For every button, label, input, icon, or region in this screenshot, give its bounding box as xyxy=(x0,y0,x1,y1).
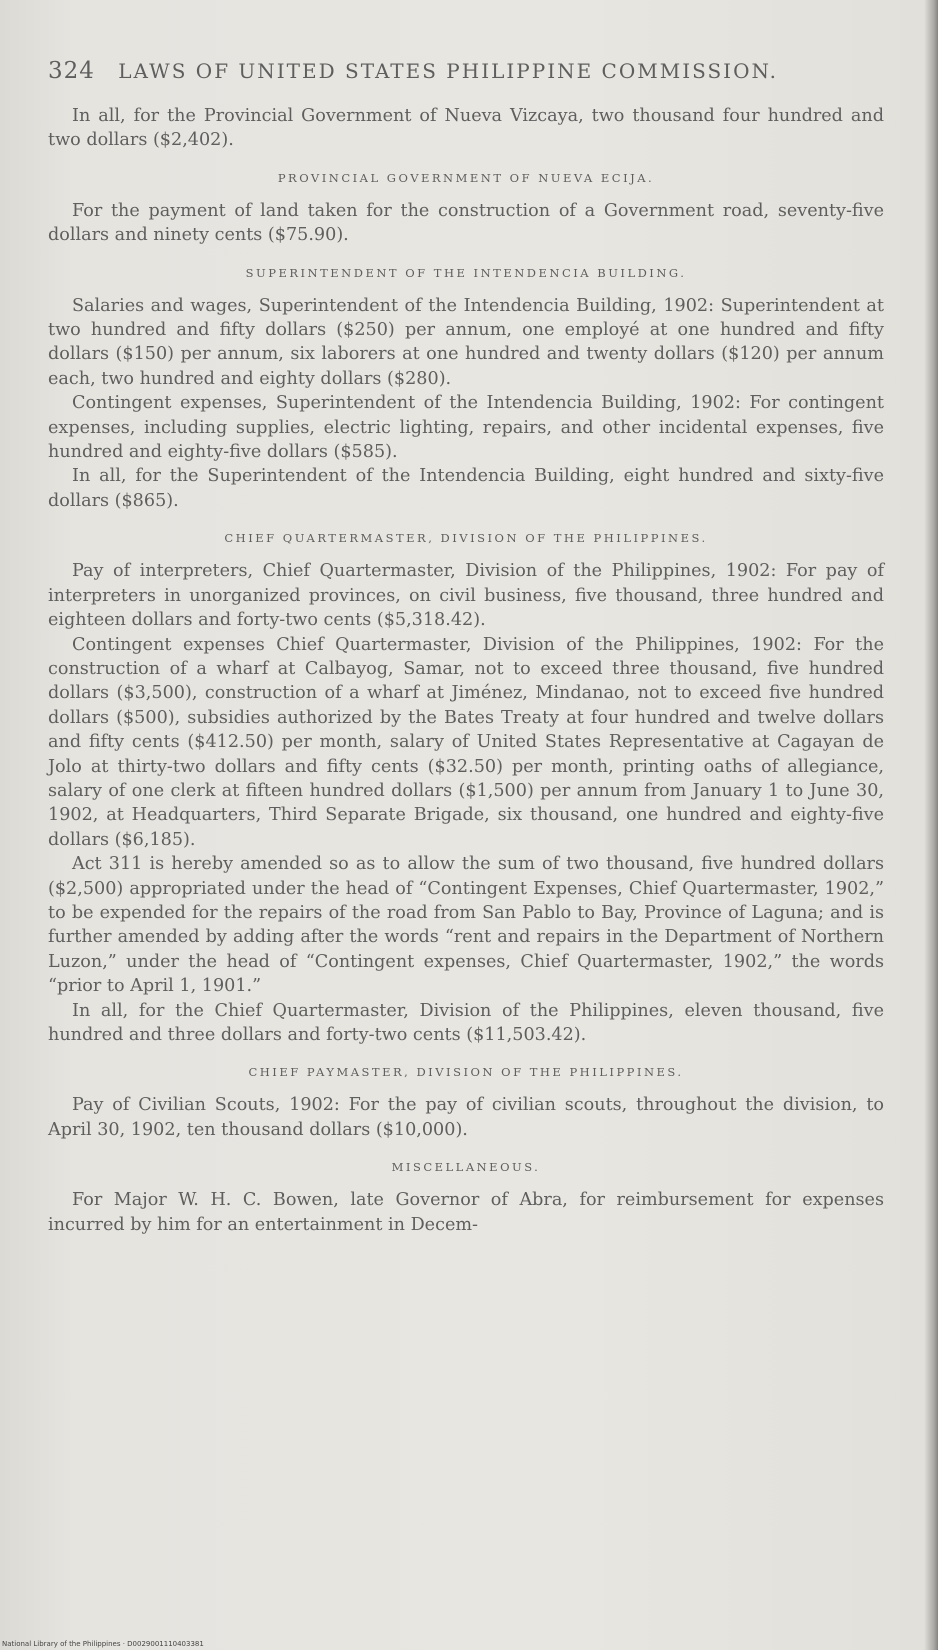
heading-chief-paymaster: CHIEF PAYMASTER, DIVISION OF THE PHILIPPINES. xyxy=(248,1065,684,1080)
body-text xyxy=(48,104,884,1237)
para-interpreters: Pay of interpreters, Chief Quartermaster, Division of the Philippines, 1902: For pay of interpreters in unorganized provinces, on civil business, five thousand, three hundred and eighteen dollars and forty-two cents ($5,318.42). xyxy=(48,561,884,631)
scan-footer: National Library of the Philippines · D0029001110403381 xyxy=(2,1640,204,1648)
page-edge-shadow xyxy=(924,0,938,1650)
para-intendencia-total: In all, for the Superintendent of the Intendencia Building, eight hundred and sixty-five dollars ($865). xyxy=(48,466,884,511)
page-content xyxy=(48,58,884,1237)
heading-miscellaneous: MISCELLANEOUS. xyxy=(391,1160,541,1175)
para-intendencia-contingent: Contingent expenses, Superintendent of the Intendencia Building, 1902: For contingent expenses, including supplies, electric lighting, repairs, and other incidental expenses, five hundred and eighty-five dollars ($585). xyxy=(48,393,884,463)
running-title: LAWS OF UNITED STATES PHILIPPINE COMMISSION. xyxy=(118,59,779,83)
para-nueva-vizcaya-total: In all, for the Provincial Government of Nueva Vizcaya, two thousand four hundred and two dollars ($2,402). xyxy=(48,106,884,151)
heading-nueva-ecija: PROVINCIAL GOVERNMENT OF NUEVA ECIJA. xyxy=(277,170,655,185)
para-civilian-scouts: Pay of Civilian Scouts, 1902: For the pay of civilian scouts, throughout the division, to April 30, 1902, ten thousand dollars ($10,000). xyxy=(48,1095,884,1140)
para-nueva-ecija-road: For the payment of land taken for the construction of a Government road, seventy-five dollars and ninety cents ($75.90). xyxy=(48,200,884,246)
heading-intendencia: SUPERINTENDENT OF THE INTENDENCIA BUILDING. xyxy=(245,265,687,280)
para-intendencia-salaries: Salaries and wages, Superintendent of the Intendencia Building, 1902: Superintendent at two hundred and fifty dollars ($250) per annum, one employé at one hundred and fifty dollars ($150) per annum, six laborers at one hundred and twenty dollars ($120) per annum each, two hundred and eighty dollars ($280). xyxy=(48,295,884,389)
para-act-311: Act 311 is hereby amended so as to allow the sum of two thousand, five hundred dollars ($2,500) appropriated under the head of “Contingent Expenses, Chief Quartermaster, 1902,” to be expended for the repairs of the road from San Pablo to Bay, Province of Laguna; and is further amended by adding after the words “rent and repairs in the Department of Northern Luzon,” under the head of “Contingent expenses, Chief Quartermaster, 1902,” the words “prior to April 1, 1901.” xyxy=(48,854,884,997)
para-quartermaster-total: In all, for the Chief Quartermaster, Division of the Philippines, eleven thousand, five hundred and three dollars and forty-two cents ($11,503.42). xyxy=(48,1000,884,1045)
para-bowen: For Major W. H. C. Bowen, late Governor of Abra, for reimbursement for expenses incurred by him for an entertainment in Decem- xyxy=(48,1190,884,1235)
para-quartermaster-contingent: Contingent expenses Chief Quartermaster, Division of the Philippines, 1902: For the construction of a wharf at Calbayog, Samar, not to exceed three thousand, five hundred dollars ($3,500), construction of a wharf at Jiménez, Mindanao, not to exceed five hundred dollars ($500), subsidies authorized by the Bates Treaty at four hundred and twelve dollars and fifty cents ($412.50) per month, salary of United States Representative at Cagayan de Jolo at thirty-two dollars and fifty cents ($32.50) per month, printing oaths of allegiance, salary of one clerk at fifteen hundred dollars ($1,500) per annum from January 1 to June 30, 1902, at Headquarters, Third Separate Brigade, six thousand, one hundred and eighty-five dollars ($6,185). xyxy=(48,634,884,850)
heading-chief-quartermaster: CHIEF QUARTERMASTER, DIVISION OF THE PHILIPPINES. xyxy=(224,531,708,546)
running-header xyxy=(48,58,884,84)
page-number: 324 xyxy=(48,58,95,84)
